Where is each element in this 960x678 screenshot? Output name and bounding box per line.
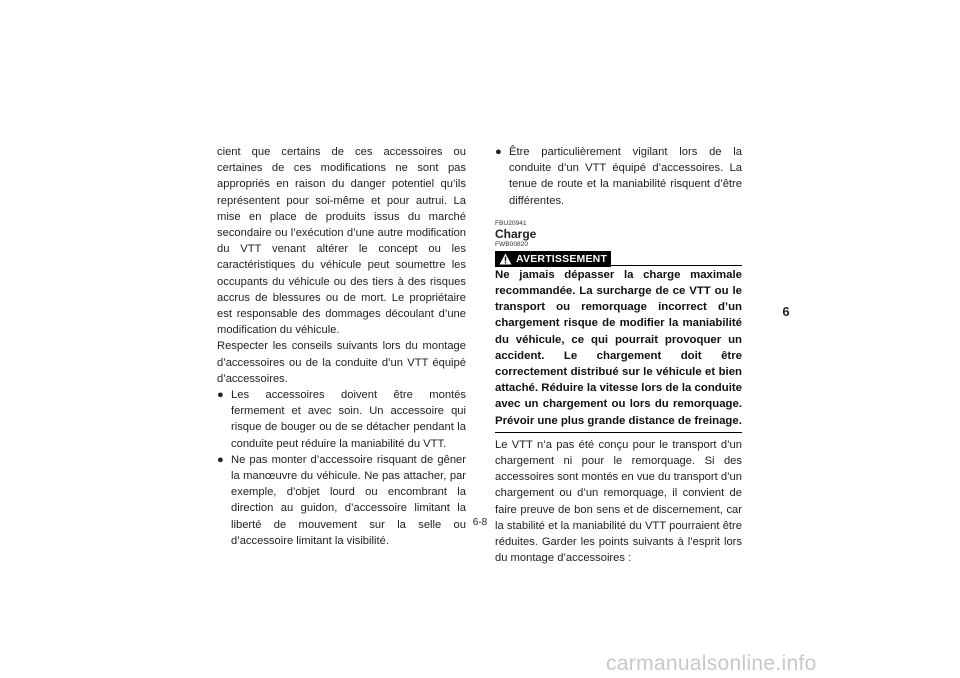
warning-header <box>495 251 742 267</box>
bullet-item <box>217 452 466 549</box>
section-code: FBU20941 <box>495 219 527 227</box>
advice-paragraph: Respecter les conseils suivants lors du montage d’accessoires ou de la conduite d’un VTT équipé d’accessoires. <box>217 340 466 385</box>
warning-text: Ne jamais dépasser la charge maximale recommandée. La surcharge de ce VTT ou le transport ou remorquage incorrect d’un chargement risque de modifier la maniabilité du véhicule, ce qui pourrait provoquer un accident. Le chargement doit être correctement distribué sur le véhicule et bien attaché. Réduire la vitesse lors de la conduite avec un chargement ou lors du remorquage. Prévoir une plus grande distance de freinage. <box>495 268 742 427</box>
section-title: Charge <box>495 226 537 241</box>
page-number: 6-8 <box>472 517 488 528</box>
bullet-text: Ne pas monter d’accessoire risquant de gêner la manœuvre du véhicule. Ne pas attacher, par exemple, d’objet lourd ou encombrant la direction au guidon, d’accessoire limitant la liberté de mouvement sur la selle ou d’accessoire limitant la visibilité. <box>231 453 466 547</box>
bullet-icon: ● <box>495 146 502 158</box>
warning-label: AVERTISSEMENT <box>516 252 608 265</box>
bullet-text: Être particulièrement vigilant lors de la conduite d’un VTT équipé d’accessoires. La tenue de route et la maniabilité risquent d’être différentes. <box>509 146 742 207</box>
body-paragraph: Le VTT n’a pas été conçu pour le transport d’un chargement ni pour le remorquage. Si des accessoires sont montés en vue du transport d’un chargement ou d’un remorquage, il convient de faire preuve de bon sens et de discernement, car la stabilité et la maniabilité du VTT pourraient être réduites. Garder les points suivants à l’esprit lors du montage d’accessoires : <box>495 438 742 565</box>
bullet-item <box>217 387 466 452</box>
intro-paragraph: cient que certains de ces accessoires ou certaines de ces modifications ne sont pas appropriés en raison du danger potentiel qu’ils représentent pour soi-même et pour autrui. La mise en place de produits issus du marché secondaire ou l’exécution d’une autre modification du VTT venant altérer le concept ou les caractéristiques du véhicule peut soumettre les occupants du véhicule ou des tiers à des risques accrus de blessures ou de mort. Le propriétaire est responsable des dommages découlant d’une modification du véhicule. <box>217 146 466 337</box>
bullet-item <box>495 144 742 209</box>
bullet-icon: ● <box>217 453 224 466</box>
warning-badge <box>495 251 611 267</box>
right-column <box>495 144 742 566</box>
chapter-tab: 6 <box>782 304 790 319</box>
warning-code: FWB00820 <box>495 240 528 248</box>
bullet-icon: ● <box>217 389 224 402</box>
warning-triangle-icon <box>499 253 512 265</box>
watermark: carmanualsonline.info <box>606 652 817 675</box>
warning-end-rule <box>495 432 742 433</box>
warning-rule <box>611 251 742 266</box>
bullet-text: Les accessoires doivent être montés fermement et avec soin. Un accessoire qui risque de bouger ou de se détacher pendant la conduite peut réduire la maniabilité du VTT. <box>231 389 466 450</box>
left-column <box>217 144 466 549</box>
